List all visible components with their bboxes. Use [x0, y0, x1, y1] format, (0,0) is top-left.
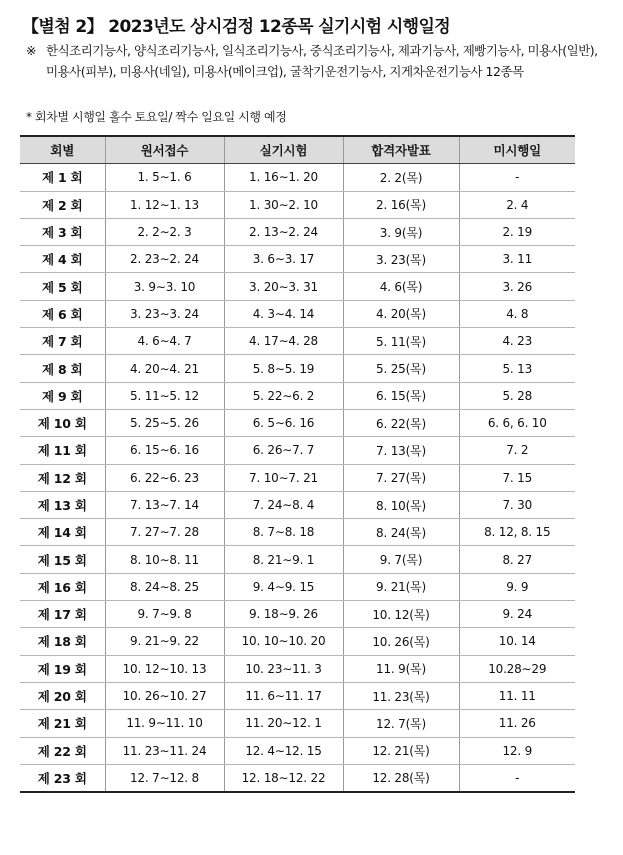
note-mark: ※: [26, 43, 36, 58]
table-row: [20, 655, 575, 682]
application-cell: 3. 9∼3. 10: [105, 273, 224, 300]
table-row: [20, 573, 575, 600]
result-cell: 4. 6(목): [343, 273, 459, 300]
non-exam-cell: 6. 6, 6. 10: [459, 409, 575, 436]
round-cell: 제 13 회: [20, 491, 105, 518]
application-cell: 8. 10∼8. 11: [105, 546, 224, 573]
non-exam-cell: -: [459, 764, 575, 792]
application-cell: 11. 9∼11. 10: [105, 710, 224, 737]
exam-cell: 7. 24∼8. 4: [224, 491, 343, 518]
result-cell: 2. 16(목): [343, 191, 459, 218]
non-exam-cell: 2. 4: [459, 191, 575, 218]
table-row: [20, 300, 575, 327]
table-body: [20, 164, 575, 792]
header-non-exam-days: 미시행일: [459, 136, 575, 164]
result-cell: 10. 26(목): [343, 628, 459, 655]
exam-cell: 10. 23∼11. 3: [224, 655, 343, 682]
round-cell: 제 3 회: [20, 218, 105, 245]
header-application: 원서접수: [105, 136, 224, 164]
round-cell: 제 6 회: [20, 300, 105, 327]
exam-cell: 5. 22∼6. 2: [224, 382, 343, 409]
non-exam-cell: 8. 12, 8. 15: [459, 519, 575, 546]
table-row: [20, 273, 575, 300]
schedule-table: [20, 135, 575, 793]
document-title: 【별첨 2】 2023년도 상시검정 12종목 실기시험 시행일정: [22, 17, 451, 37]
table-row: [20, 764, 575, 792]
result-cell: 3. 9(목): [343, 218, 459, 245]
table-row: [20, 491, 575, 518]
table-row: [20, 519, 575, 546]
result-cell: 12. 21(목): [343, 737, 459, 764]
application-cell: 1. 12∼1. 13: [105, 191, 224, 218]
exam-cell: 11. 6∼11. 17: [224, 682, 343, 709]
round-cell: 제 20 회: [20, 682, 105, 709]
exam-cell: 12. 4∼12. 15: [224, 737, 343, 764]
round-cell: 제 22 회: [20, 737, 105, 764]
application-cell: 11. 23∼11. 24: [105, 737, 224, 764]
result-cell: 5. 11(목): [343, 328, 459, 355]
table-row: [20, 437, 575, 464]
note-text: 한식조리기능사, 양식조리기능사, 일식조리기능사, 중식조리기능사, 제과기능사, 제빵기능사, 미용사(일반), 미용사(피부), 미용사(네일), 미용사(메이크업), 굴착기운전기능사, 지게차운전기능사 12종목: [46, 43, 598, 79]
round-cell: 제 8 회: [20, 355, 105, 382]
exam-cell: 8. 7∼8. 18: [224, 519, 343, 546]
application-cell: 2. 2∼2. 3: [105, 218, 224, 245]
schedule-remark: * 회차별 시행일 홀수 토요일/ 짝수 일요일 시행 예정: [26, 110, 287, 124]
result-cell: 12. 28(목): [343, 764, 459, 792]
application-cell: 5. 11∼5. 12: [105, 382, 224, 409]
exam-cell: 1. 16∼1. 20: [224, 164, 343, 191]
table-row: [20, 355, 575, 382]
application-cell: 3. 23∼3. 24: [105, 300, 224, 327]
table-row: [20, 164, 575, 191]
round-cell: 제 15 회: [20, 546, 105, 573]
result-cell: 3. 23(목): [343, 246, 459, 273]
exam-cell: 4. 3∼4. 14: [224, 300, 343, 327]
table-row: [20, 464, 575, 491]
application-cell: 6. 15∼6. 16: [105, 437, 224, 464]
table-row: [20, 328, 575, 355]
non-exam-cell: 9. 9: [459, 573, 575, 600]
exam-cell: 3. 20∼3. 31: [224, 273, 343, 300]
result-cell: 6. 15(목): [343, 382, 459, 409]
round-cell: 제 16 회: [20, 573, 105, 600]
non-exam-cell: 7. 2: [459, 437, 575, 464]
header-result-announcement: 합격자발표: [343, 136, 459, 164]
subjects-note: [26, 40, 606, 82]
result-cell: 11. 23(목): [343, 682, 459, 709]
round-cell: 제 2 회: [20, 191, 105, 218]
result-cell: 6. 22(목): [343, 409, 459, 436]
non-exam-cell: 5. 13: [459, 355, 575, 382]
result-cell: 8. 10(목): [343, 491, 459, 518]
application-cell: 8. 24∼8. 25: [105, 573, 224, 600]
non-exam-cell: -: [459, 164, 575, 191]
exam-cell: 9. 4∼9. 15: [224, 573, 343, 600]
header-round: 회별: [20, 136, 105, 164]
round-cell: 제 5 회: [20, 273, 105, 300]
exam-cell: 5. 8∼5. 19: [224, 355, 343, 382]
non-exam-cell: 11. 11: [459, 682, 575, 709]
exam-cell: 9. 18∼9. 26: [224, 601, 343, 628]
round-cell: 제 23 회: [20, 764, 105, 792]
result-cell: 4. 20(목): [343, 300, 459, 327]
result-cell: 8. 24(목): [343, 519, 459, 546]
non-exam-cell: 12. 9: [459, 737, 575, 764]
result-cell: 11. 9(목): [343, 655, 459, 682]
application-cell: 7. 13∼7. 14: [105, 491, 224, 518]
non-exam-cell: 7. 15: [459, 464, 575, 491]
table-row: [20, 246, 575, 273]
table-row: [20, 409, 575, 436]
exam-cell: 4. 17∼4. 28: [224, 328, 343, 355]
table-row: [20, 710, 575, 737]
non-exam-cell: 3. 11: [459, 246, 575, 273]
round-cell: 제 10 회: [20, 409, 105, 436]
exam-cell: 12. 18∼12. 22: [224, 764, 343, 792]
table-row: [20, 682, 575, 709]
non-exam-cell: 4. 8: [459, 300, 575, 327]
non-exam-cell: 5. 28: [459, 382, 575, 409]
table-row: [20, 546, 575, 573]
non-exam-cell: 10.28∼29: [459, 655, 575, 682]
round-cell: 제 12 회: [20, 464, 105, 491]
application-cell: 12. 7∼12. 8: [105, 764, 224, 792]
round-cell: 제 19 회: [20, 655, 105, 682]
table-row: [20, 737, 575, 764]
application-cell: 9. 7∼9. 8: [105, 601, 224, 628]
result-cell: 9. 7(목): [343, 546, 459, 573]
exam-cell: 1. 30∼2. 10: [224, 191, 343, 218]
table-header-row: [20, 136, 575, 164]
table-row: [20, 191, 575, 218]
exam-cell: 7. 10∼7. 21: [224, 464, 343, 491]
result-cell: 7. 27(목): [343, 464, 459, 491]
round-cell: 제 4 회: [20, 246, 105, 273]
exam-cell: 2. 13∼2. 24: [224, 218, 343, 245]
exam-cell: 11. 20∼12. 1: [224, 710, 343, 737]
round-cell: 제 11 회: [20, 437, 105, 464]
non-exam-cell: 3. 26: [459, 273, 575, 300]
exam-cell: 3. 6∼3. 17: [224, 246, 343, 273]
exam-cell: 6. 5∼6. 16: [224, 409, 343, 436]
exam-cell: 6. 26∼7. 7: [224, 437, 343, 464]
round-cell: 제 14 회: [20, 519, 105, 546]
non-exam-cell: 9. 24: [459, 601, 575, 628]
round-cell: 제 9 회: [20, 382, 105, 409]
non-exam-cell: 7. 30: [459, 491, 575, 518]
application-cell: 2. 23∼2. 24: [105, 246, 224, 273]
non-exam-cell: 4. 23: [459, 328, 575, 355]
table-row: [20, 218, 575, 245]
application-cell: 10. 12∼10. 13: [105, 655, 224, 682]
application-cell: 4. 20∼4. 21: [105, 355, 224, 382]
result-cell: 10. 12(목): [343, 601, 459, 628]
non-exam-cell: 10. 14: [459, 628, 575, 655]
round-cell: 제 21 회: [20, 710, 105, 737]
application-cell: 6. 22∼6. 23: [105, 464, 224, 491]
result-cell: 9. 21(목): [343, 573, 459, 600]
table-row: [20, 382, 575, 409]
result-cell: 5. 25(목): [343, 355, 459, 382]
round-cell: 제 18 회: [20, 628, 105, 655]
result-cell: 2. 2(목): [343, 164, 459, 191]
application-cell: 10. 26∼10. 27: [105, 682, 224, 709]
application-cell: 4. 6∼4. 7: [105, 328, 224, 355]
round-cell: 제 1 회: [20, 164, 105, 191]
table-row: [20, 601, 575, 628]
application-cell: 1. 5∼1. 6: [105, 164, 224, 191]
non-exam-cell: 11. 26: [459, 710, 575, 737]
non-exam-cell: 2. 19: [459, 218, 575, 245]
application-cell: 9. 21∼9. 22: [105, 628, 224, 655]
round-cell: 제 7 회: [20, 328, 105, 355]
exam-cell: 10. 10∼10. 20: [224, 628, 343, 655]
table-row: [20, 628, 575, 655]
application-cell: 5. 25∼5. 26: [105, 409, 224, 436]
result-cell: 7. 13(목): [343, 437, 459, 464]
round-cell: 제 17 회: [20, 601, 105, 628]
result-cell: 12. 7(목): [343, 710, 459, 737]
non-exam-cell: 8. 27: [459, 546, 575, 573]
header-practical-exam: 실기시험: [224, 136, 343, 164]
exam-cell: 8. 21∼9. 1: [224, 546, 343, 573]
application-cell: 7. 27∼7. 28: [105, 519, 224, 546]
